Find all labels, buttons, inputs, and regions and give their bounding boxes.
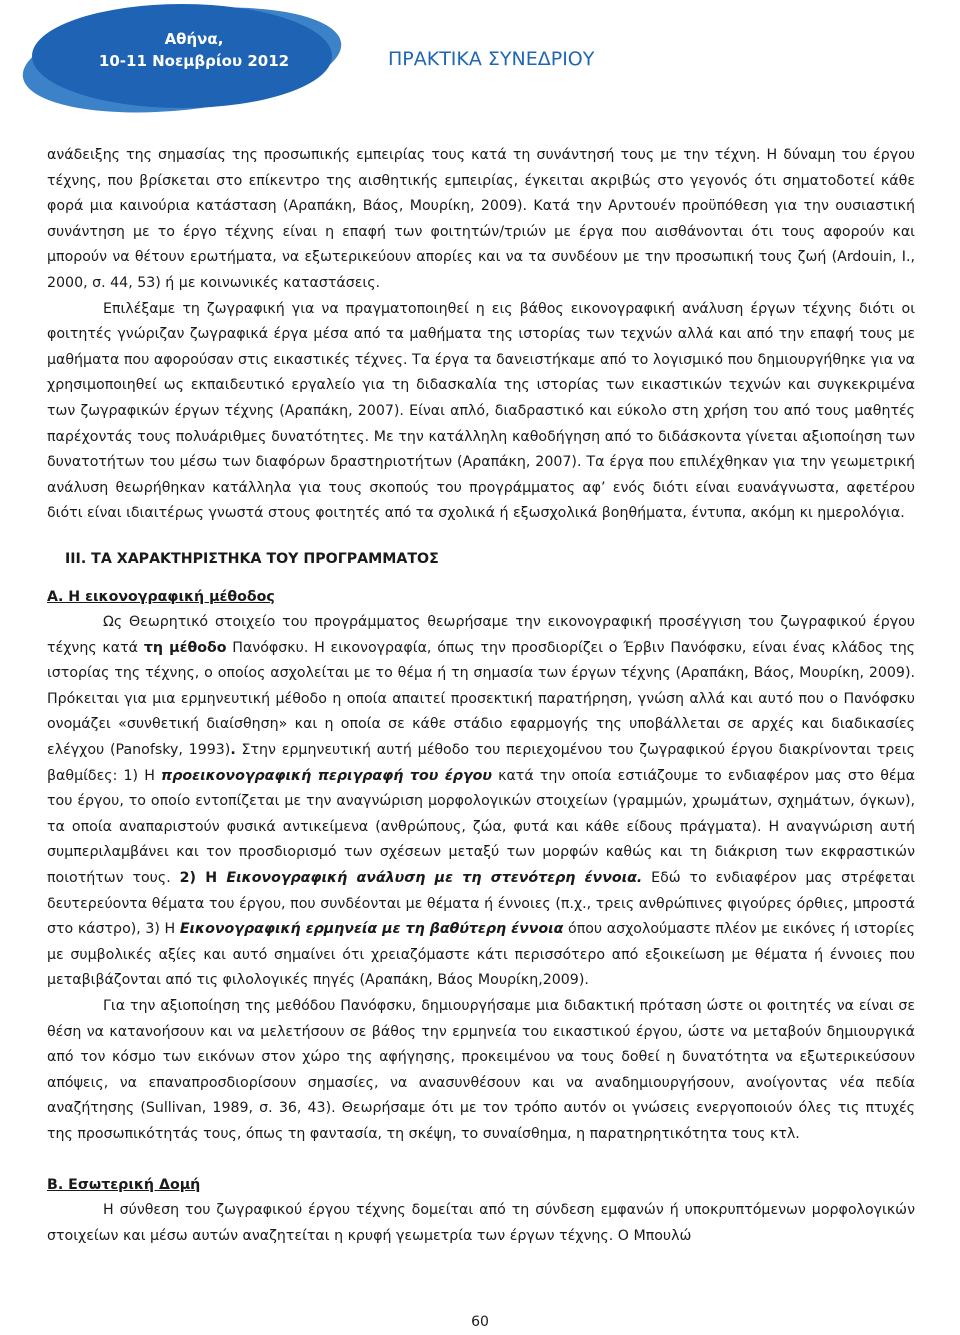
- page-number: 60: [471, 1314, 489, 1330]
- text-run: Στην ερμηνευτική αυτή μέθοδο του περιεχομένου του ζωγραφικού έργου διακρίνονται τρεις βαθμίδες: 1) Η: [47, 742, 915, 784]
- conference-date: [84, 28, 304, 72]
- bold-run: .: [230, 742, 236, 759]
- page-header: [0, 0, 960, 130]
- bold-run: τη μέθοδο: [143, 639, 227, 656]
- proceedings-title: ΠΡΑΚΤΙΚΑ ΣΥΝΕΔΡΙΟΥ: [388, 48, 595, 70]
- paragraph-iconographic-method: [47, 610, 915, 994]
- bold-italic-run: Εικονογραφική ερμηνεία με τη βαθύτερη έννοια: [179, 921, 564, 938]
- document-body: [47, 143, 915, 1249]
- paragraph-internal-structure: Η σύνθεση του ζωγραφικού έργου τέχνης δομείται από τη σύνδεση εμφανών ή υποκρυπτόμενων μορφολογικών στοιχείων και μέσω αυτών αναζητείται η κρυφή γεωμετρία των έργων τέχνης. Ο Μπουλώ: [47, 1202, 915, 1244]
- paragraph-painting-selection: Επιλέξαμε τη ζωγραφική για να πραγματοποιηθεί η εις βάθος εικονογραφική ανάλυση έργων τέχνης διότι οι φοιτητές γνώριζαν ζωγραφικά έργα μέσα από τα μαθήματα της ιστορίας των τεχνών αλλά και από την επαφή τους με μαθήματα που αφορούσαν στις εικαστικές τέχνες. Τα έργα τα δανειστήκαμε από το λογισμικό που δημιουργήθηκε για να χρησιμοποιηθεί ως εκπαιδευτικό εργαλείο για τη διδασκαλία της ιστορίας των εικαστικών τεχνών και συγκεκριμένα των ζωγραφικών έργων τέχνης (Αραπάκη, 2007). Είναι απλό, διαδραστικό και εύκολο στη χρήση του από τους μαθητές παρέχοντάς τους πολυάριθμες δυνατότητες. Με την κατάλληλη καθοδήγηση από το διδάσκοντα γίνεται αξιοποίηση των δυνατοτήτων του μέσω των διαφόρων δραστηριοτήτων (Αραπάκη, 2007). Τα έργα που επιλέχθηκαν για την γεωμετρική ανάλυση θεωρήθηκαν κατάλληλα για τους σκοπούς του προγράμματος αφ’ ενός διότι είναι ευανάγνωστα, αφετέρου διότι είναι ιδιαιτέρως γνωστά στους φοιτητές από τα σχολικά ή εξωσχολικά βοηθήματα, έντυπα, ακόμη κι ημερολόγια.: [47, 300, 915, 522]
- subsection-heading-b: Β. Εσωτερική Δομή: [47, 1176, 201, 1193]
- text-run: κατά την οποία εστιάζουμε το ενδιαφέρον μας στο θέμα του έργου, το οποίο εντοπίζεται με την αναγνώριση μορφολογικών στοιχείων (γραμμών, χρωμάτων, σχημάτων, όγκων), τα οποία αναπαριστούν φυσικά αντικείμενα (ανθρώπους, ζώα, φυτά και κάθε είδους πράγματα). Η αναγνώριση αυτή συμπεριλαμβάνει και τον προσδιορισμό των σχέσεων μεταξύ των μορφών καθώς και τη διάκριση των εκφραστικών ποιοτήτων τους.: [47, 767, 915, 887]
- conference-city: Αθήνα,: [164, 30, 224, 48]
- bold-italic-run: προεικονογραφική περιγραφή του έργου: [161, 767, 492, 784]
- subsection-heading-a: Α. Η εικονογραφική μέθοδος: [47, 588, 275, 605]
- text-run: Εδώ το ενδιαφέρον μας στρέφεται δευτερεύοντα θέματα του έργου, που συνδέονται με θέματα ή έννοιες (π.χ., τρεις ανθρώπινες φιγούρες όρθιες, μπροστά στο κάστρο), 3) Η: [47, 870, 916, 938]
- bold-run: 2) Η: [179, 870, 227, 887]
- text-run: Ως Θεωρητικό στοιχείο του προγράμματος θεωρήσαμε την εικονογραφική προσέγγιση του ζωγραφικού έργου τέχνης κατά: [47, 614, 915, 656]
- bold-italic-run: Εικονογραφική ανάλυση με τη στενότερη έννοια.: [226, 870, 643, 887]
- paragraph-continuation: ανάδειξης της σημασίας της προσωπικής εμπειρίας τους κατά τη συνάντησή τους με την τέχνη. Η δύναμη του έργου τέχνης, που βρίσκεται στο επίκεντρο της αισθητικής εμπειρίας, έγκειται ακριβώς στο γεγονός ότι σηματοδοτεί κάθε φορά μια καινούρια κατάσταση (Αραπάκη, Βάος, Μουρίκη, 2009). Κατά την Αρντουέν προϋπόθεση για την ουσιαστική συνάντηση με το έργο τέχνης είναι η επαφή των φοιτητών/τριών με έργα που αισθάνονται ότι τους αφορούν και μπορούν να θέτουν ερωτήματα, να εξωτερικεύουν απορίες και να τα συνδέουν με την προσωπική τους ζωή (Ardouin, I., 2000, σ. 44, 53) ή με κοινωνικές καταστάσεις.: [47, 147, 915, 291]
- text-run: όπου ασχολούμαστε πλέον με εικόνες ή ιστορίες με συμβολικές αξίες και αυτό σημαίνει ότι χρειαζόμαστε κάτι περισσότερο από εξοικείωση με θέματα ή έννοιες που μεταβιβάζονται από τις φιλολογικές πηγές (Αραπάκη, Βάος Μουρίκη,2009).: [47, 921, 915, 989]
- section-heading-iii: III. ΤΑ ΧΑΡΑΚΤΗΡΙΣΤΗΚΑ ΤΟΥ ΠΡΟΓΡΑΜΜΑΤΟΣ: [65, 550, 439, 567]
- paragraph-teaching-proposal: Για την αξιοποίηση της μεθόδου Πανόφσκυ, δημιουργήσαμε μια διδακτική πρόταση ώστε οι φοιτητές να είναι σε θέση να κατανοήσουν και να μελετήσουν σε βάθος την ερμηνεία του εικαστικού έργου, ώστε να μεταβούν δημιουργικά από τον κόσμο των εικόνων στον χώρο της αφήγησης, προκειμένου να τους δοθεί η δυνατότητα να εξωτερικεύσουν απόψεις, να επαναπροσδιορίσουν σημασίες, να ανασυνθέσουν και να αναδημιουργήσουν, ανοίγοντας νέα πεδία αναζήτησης (Sullivan, 1989, σ. 36, 43). Θεωρήσαμε ότι με τον τρόπο αυτόν οι γνώσεις ενεργοποιούν όλες τις πτυχές της προσωπικότητάς τους, όπως τη φαντασία, τη σκέψη, το συναίσθημα, η παρατηρητικότητα τους κτλ.: [47, 998, 915, 1142]
- conference-dates: 10-11 Νοεμβρίου 2012: [98, 52, 290, 70]
- text-run: Πανόφσκυ. Η εικονογραφία, όπως την προσδιορίζει ο Έρβιν Πανόφσκυ, είναι ένας κλάδος της ιστορίας της τέχνης, ο οποίος ασχολείται με το θέμα ή τη σημασία των έργων τέχνης (Αραπάκη, Βάος, Μουρίκη, 2009). Πρόκειται για μια ερμηνευτική μέθοδο η οποία απαιτεί προσεκτική παρατήρηση, γνώση αλλά και αυτό που ο Πανόφσκυ ονομάζει «συνθετική διαίσθηση» και η οποία σε κάθε στάδιο εφαρμογής της υποβάλλεται σε αρχές και διαδικασίες ελέγχου (Panofsky, 1993): [47, 639, 916, 759]
